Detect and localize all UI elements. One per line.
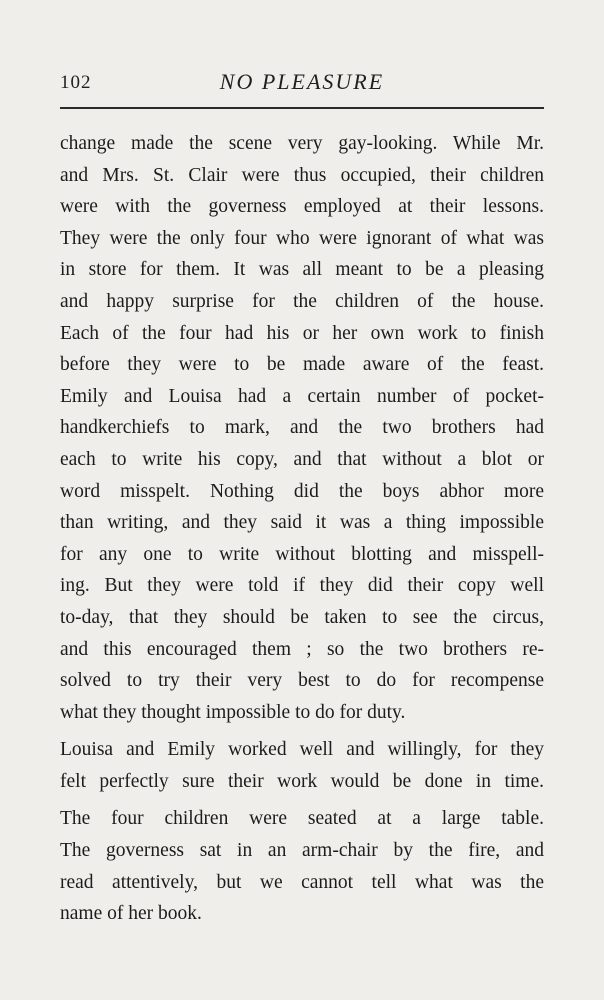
text-line: what they thought impossible to do for duty. (60, 701, 406, 723)
text-line: and Mrs. St. Clair were thus occupied, their children (60, 164, 544, 186)
text-line: Each of the four had his or her own work to finish (60, 322, 544, 344)
text-line: for any one to write without blotting and misspell- (60, 543, 544, 565)
text-line: They were the only four who were ignorant of what was (60, 227, 544, 249)
text-line: ing. But they were told if they did their copy well (60, 575, 544, 597)
text-line: handkerchiefs to mark, and the two brothers had (60, 417, 544, 439)
text-line: felt perfectly sure their work would be done in time. (60, 770, 544, 792)
paragraph-1 (60, 128, 544, 728)
text-line: Louisa and Emily worked well and willingly, for they (60, 739, 544, 761)
text-line: Emily and Louisa had a certain number of pocket- (60, 385, 544, 407)
text-line: to-day, that they should be taken to see the circus, (60, 606, 544, 628)
text-line: each to write his copy, and that without a blot or (60, 448, 544, 470)
text-line: in store for them. It was all meant to be a pleasing (60, 259, 544, 281)
text-line: name of her book. (60, 903, 202, 925)
text-line: change made the scene very gay-looking. While Mr. (60, 133, 544, 154)
body-text (60, 128, 544, 930)
header-rule (60, 107, 544, 109)
text-line: The four children were seated at a large table. (60, 808, 544, 830)
text-line: and this encouraged them ; so the two brothers re- (60, 638, 544, 660)
text-line: before they were to be made aware of the feast. (60, 354, 544, 376)
text-line: word misspelt. Nothing did the boys abhor more (60, 480, 544, 502)
text-line: than writing, and they said it was a thing impossible (60, 512, 544, 534)
page-header (60, 66, 544, 102)
paragraph-2 (60, 734, 544, 797)
page-number: 102 (60, 72, 92, 93)
running-title: NO PLEASURE (219, 69, 385, 94)
text-line: read attentively, but we cannot tell what was the (60, 871, 544, 893)
text-line: were with the governess employed at their lessons. (60, 196, 544, 218)
paragraph-3 (60, 803, 544, 929)
text-line: The governess sat in an arm-chair by the fire, and (60, 840, 544, 862)
text-line: solved to try their very best to do for recompense (60, 670, 544, 692)
text-line: and happy surprise for the children of the house. (60, 290, 544, 312)
